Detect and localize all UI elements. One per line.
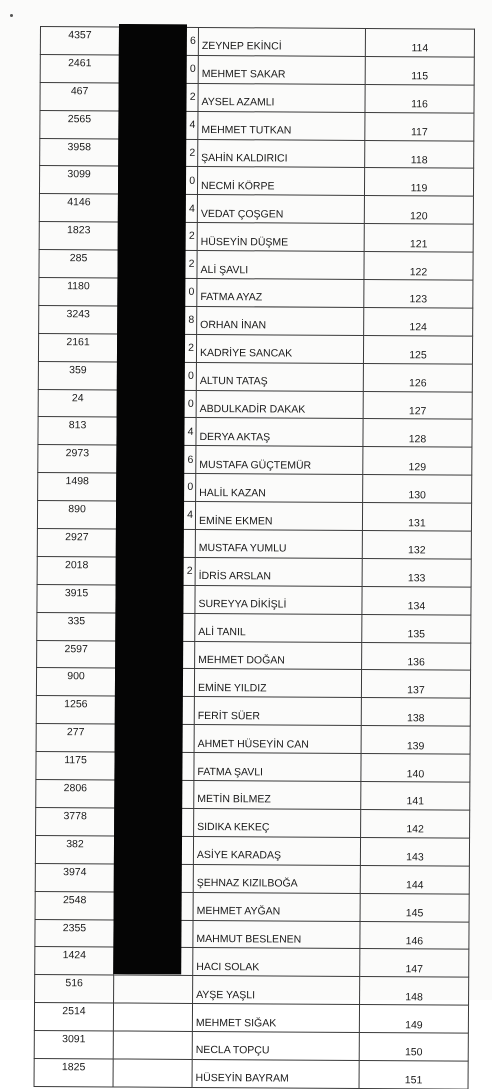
row-rank-cell: 141: [361, 782, 470, 811]
row-name-cell: MEHMET TUTKAN: [198, 111, 365, 140]
table-row: [37, 556, 471, 587]
table-row: [38, 361, 472, 392]
row-rank-cell: 121: [364, 224, 473, 253]
row-id-cell: 2973: [38, 445, 117, 473]
row-id-cell: 285: [39, 250, 118, 278]
row-name-cell: ALTUN TATAŞ: [196, 362, 363, 391]
row-name-cell: MEHMET DOĞAN: [195, 641, 362, 670]
row-rank-cell: 115: [365, 56, 474, 85]
row-id-cell: 3915: [37, 584, 116, 612]
row-name-cell: FERİT SÜER: [194, 697, 361, 726]
row-redacted-cell: 0: [117, 390, 196, 418]
row-rank-cell: 138: [361, 698, 470, 727]
ranking-table: [34, 26, 475, 1089]
table-row: [35, 891, 469, 922]
row-redacted-cell: [113, 1003, 192, 1031]
row-rank-cell: 148: [360, 977, 469, 1006]
row-name-cell: NECLA TOPÇU: [192, 1032, 359, 1061]
row-rank-cell: 125: [363, 335, 472, 364]
row-id-cell: 335: [37, 612, 116, 640]
row-name-cell: ALİ ŞAVLI: [197, 251, 364, 280]
row-id-cell: 3958: [40, 138, 119, 166]
row-rank-cell: 114: [365, 28, 474, 57]
row-redacted-cell: 4: [116, 501, 195, 529]
table-row: [38, 333, 472, 364]
row-name-cell: AHMET HÜSEYİN CAN: [194, 725, 361, 754]
table-row: [40, 138, 474, 169]
row-name-cell: SUREYYA DİKİŞLİ: [195, 585, 362, 614]
row-rank-cell: 118: [365, 140, 474, 169]
row-rank-cell: 140: [361, 754, 470, 783]
row-name-cell: HÜSEYİN BAYRAM: [192, 1059, 359, 1088]
row-id-cell: 359: [38, 361, 117, 389]
row-id-cell: 516: [35, 975, 114, 1003]
table-row: [36, 807, 470, 838]
row-name-cell: MUSTAFA GÜÇTEMÜR: [196, 446, 363, 475]
row-rank-cell: 117: [365, 112, 474, 141]
table-row: [39, 278, 473, 309]
table-row: [40, 54, 474, 85]
table-row: [35, 835, 469, 866]
row-name-cell: NECMİ KÖRPE: [197, 167, 364, 196]
row-rank-cell: 128: [363, 419, 472, 448]
row-rank-cell: 132: [362, 531, 471, 560]
table-row: [35, 919, 469, 950]
table-row: [35, 975, 469, 1006]
row-rank-cell: 131: [362, 503, 471, 532]
row-name-cell: HÜSEYİN DÜŞME: [197, 223, 364, 252]
table-row: [40, 82, 474, 113]
row-redacted-cell: 0: [117, 362, 196, 390]
row-id-cell: 1175: [36, 752, 115, 780]
table-row: [36, 668, 470, 699]
row-id-cell: 1180: [39, 278, 118, 306]
table-row: [38, 389, 472, 420]
row-id-cell: 2018: [37, 556, 116, 584]
table-row: [37, 501, 471, 532]
row-name-cell: VEDAT ÇOŞGEN: [197, 195, 364, 224]
row-name-cell: ASİYE KARADAŞ: [193, 836, 360, 865]
row-rank-cell: 127: [363, 391, 472, 420]
row-id-cell: 2161: [38, 333, 117, 361]
row-id-cell: 4146: [39, 194, 118, 222]
row-redacted-cell: 4: [118, 194, 197, 222]
row-redacted-cell: 2: [118, 250, 197, 278]
row-name-cell: ZEYNEP EKİNCİ: [198, 27, 365, 56]
row-name-cell: DERYA AKTAŞ: [196, 418, 363, 447]
row-name-cell: AYŞE YAŞLI: [193, 976, 360, 1005]
row-id-cell: 3243: [39, 305, 118, 333]
row-rank-cell: 149: [359, 1005, 468, 1034]
row-redacted-cell: 2: [118, 222, 197, 250]
row-rank-cell: 142: [361, 809, 470, 838]
row-redacted-cell: 4: [119, 111, 198, 139]
table-row: [40, 110, 474, 141]
row-id-cell: 1825: [34, 1058, 113, 1086]
row-name-cell: ABDULKADİR DAKAK: [196, 390, 363, 419]
row-redacted-cell: 0: [117, 473, 196, 501]
row-name-cell: ORHAN İNAN: [197, 306, 364, 335]
row-rank-cell: 123: [364, 279, 473, 308]
row-name-cell: HALİL KAZAN: [196, 474, 363, 503]
row-rank-cell: 150: [359, 1033, 468, 1062]
row-name-cell: MUSTAFA YUMLU: [195, 529, 362, 558]
row-id-cell: 813: [38, 417, 117, 445]
row-name-cell: ŞAHİN KALDIRICI: [198, 139, 365, 168]
row-id-cell: 3974: [35, 863, 114, 891]
row-redacted-cell: [114, 975, 193, 1003]
table-row: [37, 612, 471, 643]
row-id-cell: 24: [38, 389, 117, 417]
table-row: [34, 1003, 468, 1034]
row-name-cell: HACI SOLAK: [193, 948, 360, 977]
row-id-cell: 2806: [36, 780, 115, 808]
table-row: [38, 445, 472, 476]
row-rank-cell: 124: [364, 307, 473, 336]
row-name-cell: ŞEHNAZ KIZILBOĞA: [193, 864, 360, 893]
row-id-cell: 3778: [36, 807, 115, 835]
table-row: [36, 752, 470, 783]
table-row: [34, 1031, 468, 1062]
table-row: [36, 724, 470, 755]
row-rank-cell: 144: [360, 865, 469, 894]
row-id-cell: 1424: [35, 947, 114, 975]
row-redacted-cell: 0: [119, 55, 198, 83]
row-redacted-cell: [113, 1059, 192, 1087]
row-id-cell: 2597: [37, 640, 116, 668]
table-row: [39, 250, 473, 281]
list-table-wrapper: [34, 26, 475, 1089]
row-id-cell: 4357: [40, 27, 119, 55]
row-rank-cell: 134: [362, 586, 471, 615]
row-name-cell: KADRİYE SANCAK: [196, 334, 363, 363]
row-id-cell: 277: [36, 724, 115, 752]
row-rank-cell: 122: [364, 252, 473, 281]
row-rank-cell: 133: [362, 558, 471, 587]
row-name-cell: SIDIKA KEKEÇ: [194, 808, 361, 837]
row-id-cell: 2548: [35, 891, 114, 919]
row-name-cell: FATMA AYAZ: [197, 278, 364, 307]
row-rank-cell: 151: [359, 1060, 468, 1089]
row-name-cell: MEHMET SIĞAK: [192, 1004, 359, 1033]
row-rank-cell: 146: [360, 921, 469, 950]
row-id-cell: 467: [40, 82, 119, 110]
row-name-cell: EMİNE YILDIZ: [194, 669, 361, 698]
row-rank-cell: 119: [364, 168, 473, 197]
row-name-cell: METİN BİLMEZ: [194, 781, 361, 810]
row-rank-cell: 116: [365, 84, 474, 113]
row-rank-cell: 126: [363, 363, 472, 392]
row-redacted-cell: 6: [117, 445, 196, 473]
row-redacted-cell: [113, 1031, 192, 1059]
row-id-cell: 2927: [37, 529, 116, 557]
row-redacted-cell: 2: [117, 334, 196, 362]
row-name-cell: EMİNE EKMEN: [195, 502, 362, 531]
row-rank-cell: 129: [363, 447, 472, 476]
row-id-cell: 382: [35, 835, 114, 863]
row-rank-cell: 137: [361, 670, 470, 699]
ranking-table-body: [34, 27, 474, 1089]
row-id-cell: 900: [36, 668, 115, 696]
row-redacted-cell: 2: [119, 139, 198, 167]
row-redacted-cell: 0: [118, 166, 197, 194]
table-row: [37, 640, 471, 671]
row-id-cell: 2355: [35, 919, 114, 947]
table-row: [36, 780, 470, 811]
row-id-cell: 2565: [40, 110, 119, 138]
scan-speck: [10, 14, 13, 17]
row-redacted-cell: 2: [116, 557, 195, 585]
table-row: [37, 529, 471, 560]
row-name-cell: MEHMET SAKAR: [198, 55, 365, 84]
table-row: [38, 473, 472, 504]
row-redacted-cell: 8: [118, 306, 197, 334]
row-rank-cell: 136: [362, 642, 471, 671]
row-id-cell: 1498: [38, 473, 117, 501]
row-redacted-cell: 4: [117, 417, 196, 445]
row-name-cell: İDRİS ARSLAN: [195, 557, 362, 586]
row-id-cell: 3099: [39, 166, 118, 194]
row-name-cell: FATMA ŞAVLI: [194, 753, 361, 782]
table-row: [36, 696, 470, 727]
table-row: [39, 194, 473, 225]
row-id-cell: 2461: [40, 54, 119, 82]
row-id-cell: 890: [37, 501, 116, 529]
row-rank-cell: 143: [360, 837, 469, 866]
row-name-cell: AYSEL AZAMLI: [198, 83, 365, 112]
row-redacted-cell: 0: [118, 278, 197, 306]
row-id-cell: 1823: [39, 222, 118, 250]
row-name-cell: ALİ TANIL: [195, 613, 362, 642]
table-row: [39, 305, 473, 336]
row-id-cell: 1256: [36, 696, 115, 724]
table-row: [35, 947, 469, 978]
table-row: [37, 584, 471, 615]
row-rank-cell: 139: [361, 726, 470, 755]
table-row: [39, 166, 473, 197]
row-rank-cell: 135: [362, 614, 471, 643]
row-id-cell: 2514: [34, 1003, 113, 1031]
table-row: [34, 1058, 468, 1089]
row-rank-cell: 120: [364, 196, 473, 225]
row-redacted-cell: 2: [119, 83, 198, 111]
table-row: [40, 27, 474, 58]
table-row: [35, 863, 469, 894]
row-name-cell: MAHMUT BESLENEN: [193, 920, 360, 949]
row-rank-cell: 147: [360, 949, 469, 978]
row-rank-cell: 130: [363, 475, 472, 504]
row-rank-cell: 145: [360, 893, 469, 922]
table-row: [39, 222, 473, 253]
row-id-cell: 3091: [34, 1031, 113, 1059]
row-redacted-cell: 6: [119, 27, 198, 55]
redaction-bar: [113, 24, 187, 974]
row-name-cell: MEHMET AYĞAN: [193, 892, 360, 921]
table-row: [38, 417, 472, 448]
